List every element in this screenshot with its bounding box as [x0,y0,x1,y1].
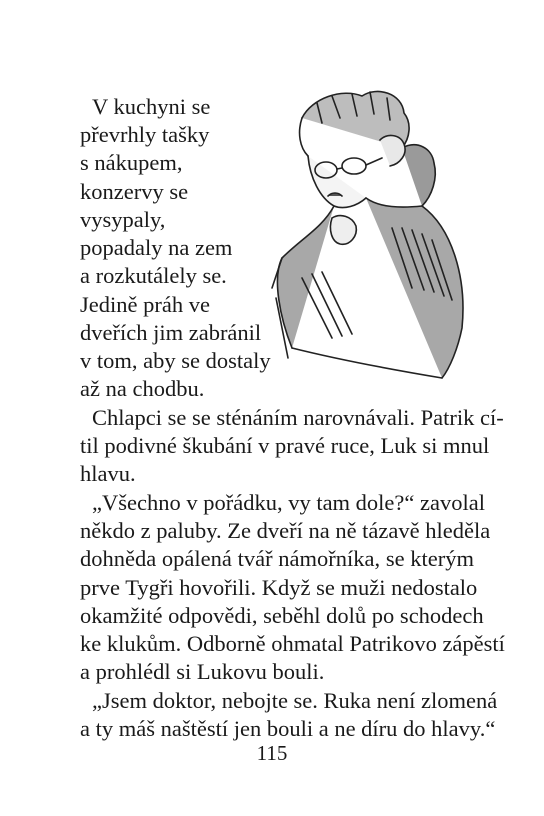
text-line: s nákupem, [80,150,183,175]
text-line: vysypaly, [80,207,166,232]
text-line: „Všechno v pořádku, vy tam dole?“ zavolal [92,490,485,515]
text-line: a rozkutálely se. [80,263,227,288]
text-line: hlavu. [80,461,136,486]
text-line: „Jsem doktor, nebojte se. Ruka není zlomená [92,688,498,713]
page-number: 115 [256,741,288,765]
boy-illustration [262,78,474,383]
text-line: a prohlédl si Lukovu bouli. [80,659,325,684]
text-line: a ty máš naštěstí jen bouli a ne díru do hlavy.“ [80,716,496,741]
text-line: okamžité odpovědi, seběhl dolů po schodech [80,603,484,628]
text-line: dveřích jim zabránil [80,320,262,345]
text-line: Chlapci se se sténáním narovnávali. Patrik cí- [92,405,504,430]
text-line: popadaly na zem [80,235,233,260]
text-line: prve Tygři hovořili. Když se muži nedostalo [80,575,478,600]
text-line: konzervy se [80,179,189,204]
text-line: až na chodbu. [80,376,205,401]
text-line: dohněda opálená tvář námořníka, se kterým [80,546,474,571]
text-line: V kuchyni se [92,94,211,119]
text-line: v tom, aby se dostaly [80,348,271,373]
text-line: til podivné škubání v pravé ruce, Luk si mnul [80,433,490,458]
text-line: Jedině práh ve [80,292,210,317]
text-line: převrhly tašky [80,122,210,147]
text-line: někdo z paluby. Ze dveří na ně tázavě hleděla [80,518,491,543]
text-line: ke klukům. Odborně ohmatal Patrikovo zápěstí [80,631,505,656]
